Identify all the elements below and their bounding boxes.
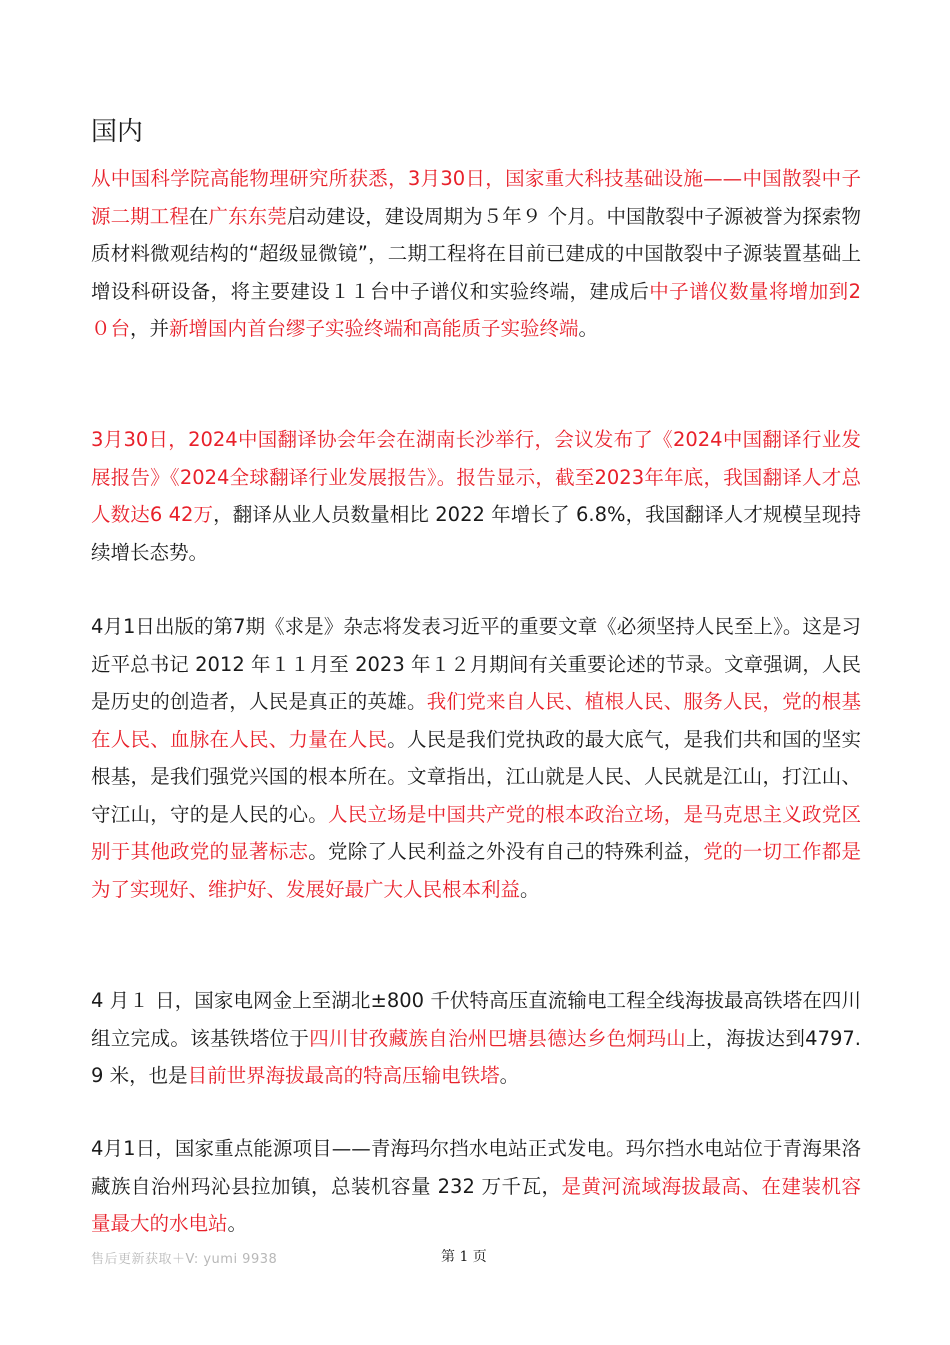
highlighted-text-run: 目前世界海拔最高的特高压输电铁塔 [187,1064,500,1087]
news-paragraph-1 [91,160,861,348]
highlighted-text-run: 新增国内首台缪子实验终端和高能质子实验终端 [169,317,579,340]
text-run: 。 [520,877,540,901]
news-paragraph-3 [91,608,861,908]
news-paragraph-5 [91,1130,861,1243]
section-heading: 国内 [91,117,144,147]
text-run: 启动建设，建设周期为５年９ 个月。中国散裂中子源被誉为探索物质材料微观结构的“超级显微镜”，二期工程将在目前已建成的中国散裂中子源装置基础上增设科研设备，将主要建设１１台中子谱仪和实验终端，建成后 [91,204,861,303]
text-run: ，并 [130,317,170,340]
text-run: 4月1日，国家重点能源项目——青海玛尔挡水电站正式发电。玛尔挡水电站位于青海果洛藏族自治州玛沁县拉加镇，总装机容量 232 万千瓦， [91,1137,861,1198]
highlighted-text-run: 党的一切工作都是为了实现好、维护好、发展好最广大人民根本利益 [91,840,861,901]
news-paragraph-4 [91,982,861,1095]
text-run: ，翻译从业人员数量相比 2022 年增长了 6.8%，我国翻译人才规模呈现持续增长态势。 [91,503,861,564]
highlighted-text-run: 是黄河流域海拔最高、在建装机容量最大的水电站 [91,1174,861,1235]
page-number: 第 1 页 [441,1249,487,1265]
text-run: 。 [578,317,599,340]
text-run: 4 月１ 日，国家电网金上至湖北±800 千伏特高压直流输电工程全线海拔最高铁塔在四川组立完成。该基铁塔位于 [91,989,861,1050]
text-run: 。 [227,1212,248,1235]
news-paragraph-2 [91,421,861,571]
footer-watermark: 售后更新获取＋V: yumi 9938 [91,1252,278,1267]
highlighted-text-run: 中子谱仪数量将增加到2０台 [91,279,861,340]
text-run: 在 [188,204,209,228]
highlighted-text-run: 我们党来自人民、植根人民、服务人民，党的根基在人民、血脉在人民、力量在人民 [91,690,861,751]
highlighted-text-run: 四川甘孜藏族自治州巴塘县德达乡色炯玛山 [309,1026,687,1050]
text-run: 上，海拔达到4797.9 米，也是 [91,1026,861,1087]
text-run: 。人民是我们党执政的最大底气，是我们共和国的坚实根基，是我们强党兴国的根本所在。文章指出，江山就是人民、人民就是江山，打江山、守江山，守的是人民的心。 [91,727,861,826]
highlighted-text-run: 广东东莞 [208,204,287,228]
text-run: 。党除了人民利益之外没有自己的特殊利益， [308,840,704,863]
highlighted-text-run: 从中国科学院高能物理研究所获悉，3月30日，国家重大科技基础设施——中国散裂中子源二期工程 [91,167,861,228]
text-run: 。 [499,1064,520,1087]
highlighted-text-run: 人民立场是中国共产党的根本政治立场，是马克思主义政党区别于其他政党的显著标志 [91,802,861,863]
highlighted-text-run: 3月30日，2024中国翻译协会年会在湖南长沙举行，会议发布了《2024中国翻译行业发展报告》《2024全球翻译行业发展报告》。报告显示，截至2023年年底，我国翻译人才总人数达6 42万 [91,428,861,526]
text-run: 4月1日出版的第7期《求是》杂志将发表习近平的重要文章《必须坚持人民至上》。这是习近平总书记 2012 年１１月至 2023 年１２月期间有关重要论述的节录。文章强调，人民是历史的创造者，人民是真正的英雄。 [91,615,861,713]
